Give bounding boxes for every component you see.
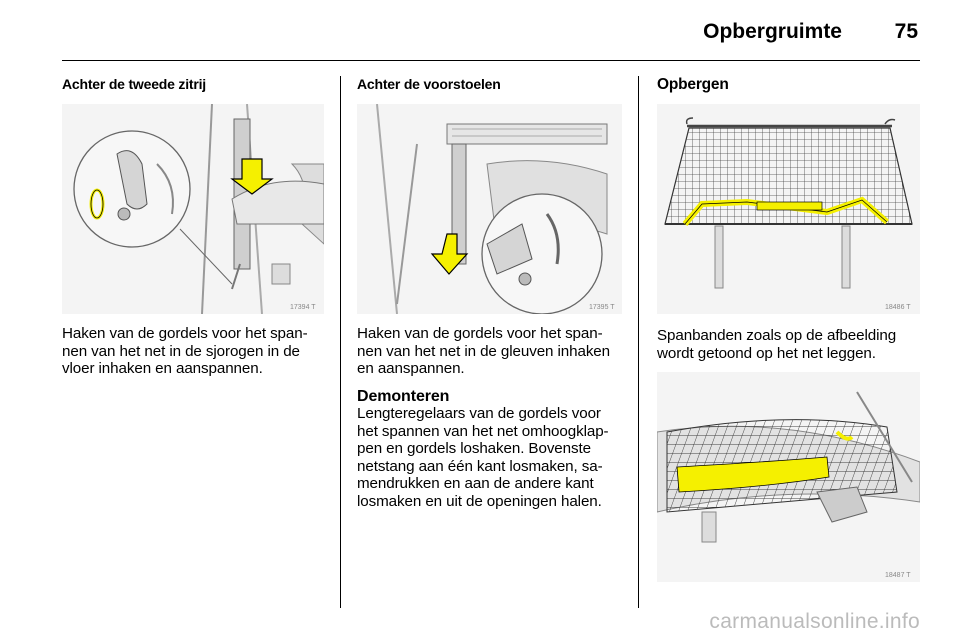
column-divider [638, 76, 639, 608]
illustration-net-rolled [657, 372, 920, 582]
text-line: pen en gordels loshaken. Bovenste [357, 440, 591, 457]
figure-id: 18486 T [885, 304, 911, 311]
text-line: het spannen van het net omhoogklap- [357, 422, 609, 440]
text-line: losmaken en uit de openingen halen. [357, 492, 602, 510]
text-line: Haken van de gordels voor het span- [62, 325, 308, 342]
text-line: Spanbanden zoals op de afbeelding [657, 327, 897, 344]
figure-id: 17394 T [290, 304, 316, 311]
section-behind-front-seats [357, 76, 501, 92]
column-divider [340, 76, 341, 608]
figure-second-row-net [62, 104, 324, 314]
section-body [62, 325, 332, 378]
figure-id: 17395 T [589, 304, 615, 311]
text-line: Haken van de gordels voor het span- [357, 325, 603, 342]
text-line: nen van het net in de gleuven inhaken [357, 342, 611, 360]
page-number: 75 [894, 20, 918, 43]
text-line: wordt getoond op het net leggen. [657, 344, 876, 362]
section-behind-second-row [62, 76, 206, 92]
illustration-slot-hook [357, 104, 622, 314]
figure-id: 18487 T [885, 572, 911, 579]
text-line: vloer inhaken en aanspannen. [62, 360, 263, 377]
figure-net-straps [657, 104, 920, 314]
text-line: mendrukken en aan de andere kant [357, 475, 594, 492]
section-heading: Achter de voorstoelen [357, 76, 501, 92]
text-line: netstang aan één kant losmaken, sa- [357, 457, 603, 475]
section-heading: Opbergen [657, 76, 729, 93]
watermark: carmanualsonline.info [709, 610, 920, 633]
page-header [62, 0, 920, 61]
page-title: Opbergruimte [703, 20, 842, 43]
section-storage [657, 76, 729, 94]
text-line: nen van het net in de sjorogen in de [62, 342, 300, 360]
section-heading: Achter de tweede zitrij [62, 76, 206, 92]
text-line: en aanspannen. [357, 360, 465, 377]
illustration-net-flat [657, 104, 920, 314]
figure-front-seats-net [357, 104, 622, 314]
section-body [357, 325, 632, 510]
illustration-seat-hook [62, 104, 324, 314]
subheading-remove: Demonteren [357, 387, 450, 405]
section-body [657, 327, 922, 362]
figure-net-rolled [657, 372, 920, 582]
text-line: Lengteregelaars van de gordels voor [357, 405, 601, 422]
